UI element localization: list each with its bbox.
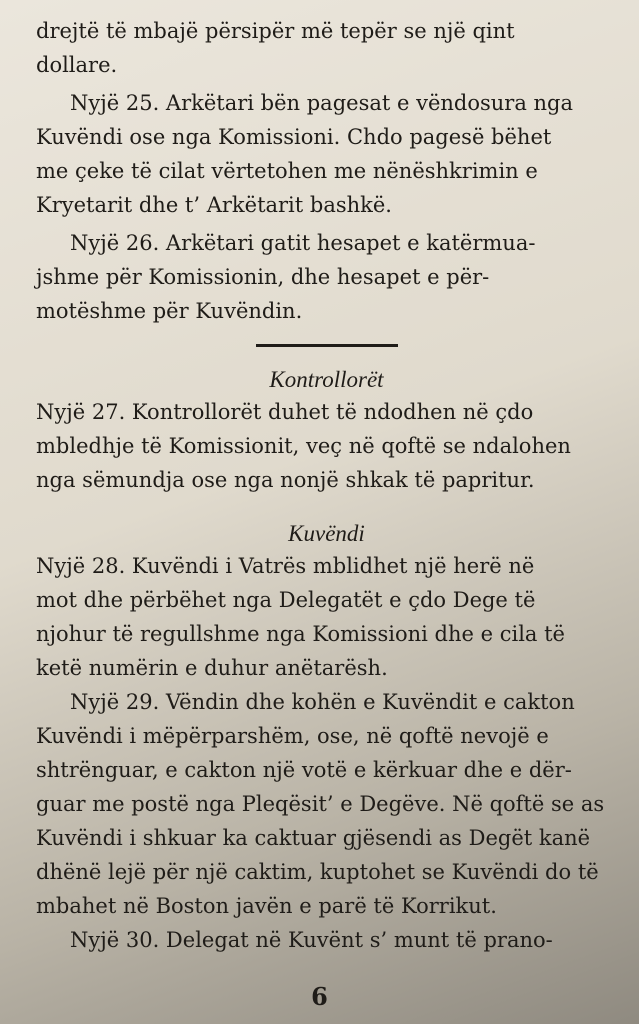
text-line: ketë numërin e duhur anëtarësh. bbox=[36, 656, 388, 680]
text-line: Nyjë 30. Delegat në Kuvënt s’ munt të prano- bbox=[70, 928, 553, 952]
text-line: Kuvëndi i shkuar ka caktuar gjësendi as Degët kanë bbox=[36, 826, 591, 850]
text-line: motëshme për Kuvëndin. bbox=[36, 299, 303, 323]
text-line: guar me postë nga Pleqësit’ e Degëve. Në qoftë se as bbox=[36, 792, 605, 816]
section-heading-kuvendi: Kuvëndi bbox=[288, 521, 365, 546]
text-line: Nyjë 25. Arkëtari bën pagesat e vëndosura nga bbox=[70, 91, 574, 115]
article-28 bbox=[36, 549, 617, 685]
text-line: shtrënguar, e cakton një votë e kërkuar dhe e dër- bbox=[36, 758, 572, 782]
text-line: Kuvëndi i mëpërparshëm, ose, në qoftë nevojë e bbox=[36, 724, 549, 748]
text-line: mbledhje të Komissionit, veç në qoftë se ndalohen bbox=[36, 434, 571, 458]
article-26 bbox=[36, 226, 617, 328]
article-25 bbox=[36, 86, 617, 222]
text-line: drejtë të mbajë përsipër më tepër se një qint bbox=[36, 19, 515, 43]
page-number: 6 bbox=[311, 982, 328, 1011]
text-line: Kryetarit dhe t’ Arkëtarit bashkë. bbox=[36, 193, 392, 217]
section-divider bbox=[256, 344, 398, 347]
text-line: nga sëmundja ose nga nonjë shkak të papritur. bbox=[36, 468, 535, 492]
text-line: Nyjë 28. Kuvëndi i Vatrës mblidhet një herë në bbox=[36, 554, 535, 578]
text-line: Nyjë 26. Arkëtari gatit hesapet e katërmua- bbox=[70, 231, 536, 255]
paragraph-continuation bbox=[36, 14, 617, 82]
text-line: jshme për Komissionin, dhe hesapet e për- bbox=[36, 265, 490, 289]
text-line: me çeke të cilat vërtetohen me nënëshkrimin e bbox=[36, 159, 538, 183]
text-line: Nyjë 29. Vëndin dhe kohën e Kuvëndit e cakton bbox=[70, 690, 575, 714]
text-line: dollare. bbox=[36, 53, 118, 77]
text-line: mot dhe përbëhet nga Delegatët e çdo Dege të bbox=[36, 588, 536, 612]
section-heading-kontrolloret: Kontrollorët bbox=[269, 367, 384, 392]
article-30 bbox=[36, 923, 617, 957]
article-29 bbox=[36, 685, 617, 923]
text-line: Nyjë 27. Kontrollorët duhet të ndodhen në çdo bbox=[36, 400, 534, 424]
text-line: Kuvëndi ose nga Komissioni. Chdo pagesë bëhet bbox=[36, 125, 552, 149]
article-27 bbox=[36, 395, 617, 497]
text-line: njohur të regullshme nga Komissioni dhe e cila të bbox=[36, 622, 565, 646]
text-line: dhënë lejë për një caktim, kuptohet se Kuvëndi do të bbox=[36, 860, 599, 884]
text-line: mbahet në Boston javën e parë të Korrikut. bbox=[36, 894, 497, 918]
